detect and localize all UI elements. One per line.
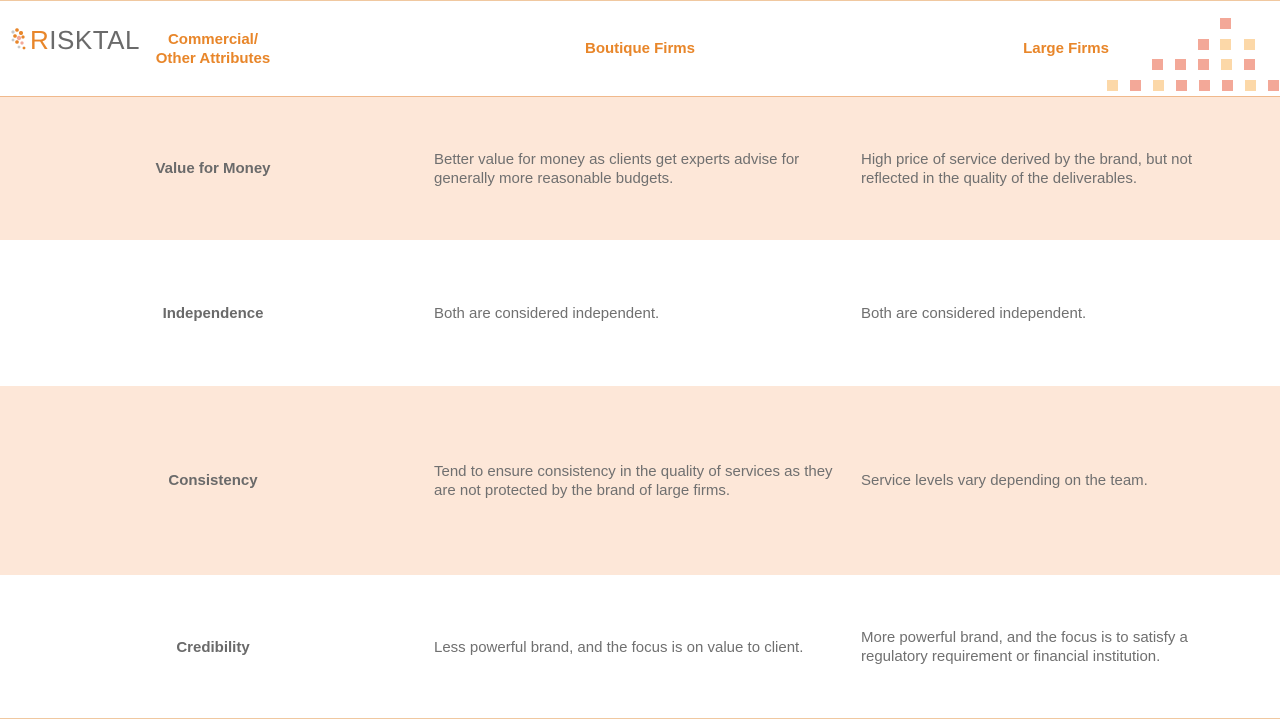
decorative-squares — [1100, 10, 1280, 96]
header-col1-line1: Commercial/ — [167, 30, 259, 48]
row-large-text: High price of service derived by the brand, but not reflected in the quality of the deliverables. — [861, 150, 1193, 187]
header-col2-label: Boutique Firms — [584, 40, 695, 57]
row-large-text: More powerful brand, and the focus is to satisfy a regulatory requirement or financial institution. — [861, 629, 1188, 665]
header-boutique-firms — [540, 1, 740, 96]
header-col3-label: Large Firms — [1023, 40, 1109, 57]
row-large-text: Service levels vary depending on the team. — [861, 472, 1148, 489]
row-boutique-text: Tend to ensure consistency in the quality of services as they are not protected by the brand of large firms. — [434, 462, 833, 499]
row-boutique-text: Better value for money as clients get experts advise for generally more reasonable budgets. — [434, 150, 800, 187]
bottom-border — [0, 718, 1280, 719]
header-col1-line2: Other Attributes — [155, 49, 271, 67]
row-large-text: Both are considered independent. — [861, 304, 1087, 322]
row-boutique-text: Both are considered independent. — [434, 304, 660, 322]
table-row — [0, 97, 1280, 240]
logo-letters: ISKTAL — [49, 25, 140, 55]
row-attribute: Consistency — [168, 472, 258, 489]
header-commercial-attributes — [118, 1, 308, 96]
risktal-logo — [10, 20, 140, 60]
row-attribute: Credibility — [176, 638, 250, 656]
row-boutique-text: Less powerful brand, and the focus is on value to client. — [434, 638, 804, 656]
row-attribute: Independence — [162, 304, 264, 322]
logo-letter-r: R — [30, 25, 50, 55]
row-attribute: Value for Money — [155, 160, 271, 177]
table-row — [0, 240, 1280, 386]
table-row — [0, 575, 1280, 719]
table-row — [0, 386, 1280, 575]
